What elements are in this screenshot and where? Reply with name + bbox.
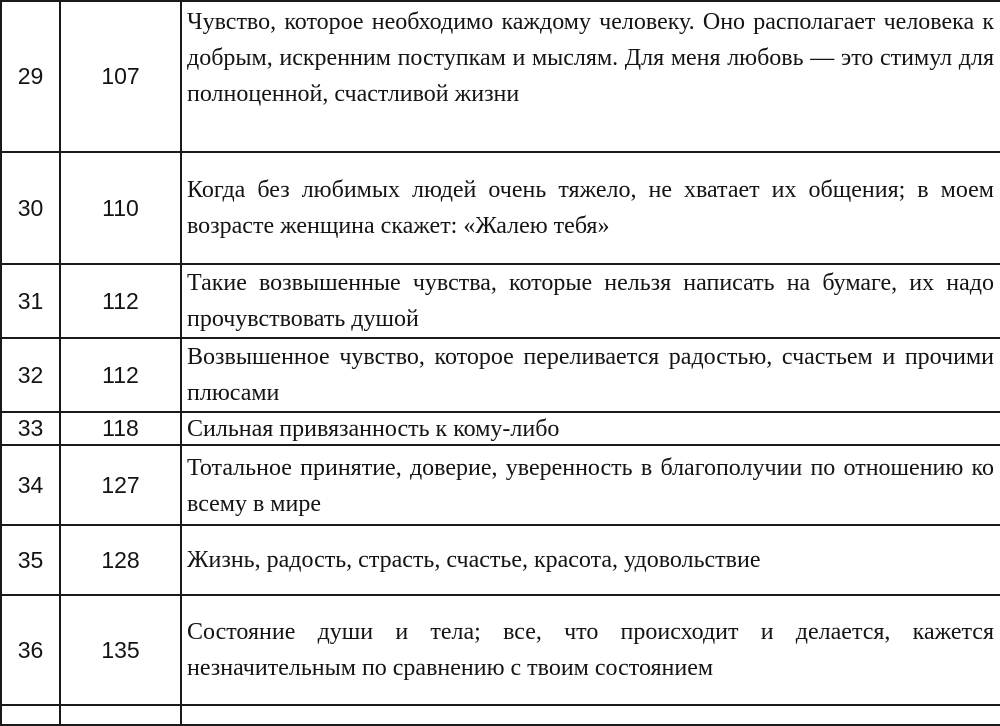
row-answer (181, 525, 1000, 595)
row-count: 118 (60, 412, 181, 445)
empty-cell (1, 705, 60, 725)
row-answer (181, 445, 1000, 525)
table-row (1, 445, 1000, 525)
row-answer (181, 152, 1000, 264)
row-answer (181, 338, 1000, 412)
answer-text: Возвышенное чувство, которое переливается радостью, счастьем и прочими плюсами (187, 344, 994, 406)
empty-cell (60, 705, 181, 725)
row-number: 30 (1, 152, 60, 264)
answer-text: Когда без любимых людей очень тяжело, не хватает их общения; в моем возрасте женщина скажет: «Жалею тебя» (187, 177, 994, 239)
row-number: 36 (1, 595, 60, 705)
answer-text: Жизнь, радость, страсть, счастье, красота, удовольствие (187, 547, 761, 573)
table-row (1, 264, 1000, 338)
row-count: 128 (60, 525, 181, 595)
answer-text: Такие возвышенные чувства, которые нельзя написать на бумаге, их надо прочувствовать душой (187, 270, 994, 332)
answer-text: Тотальное принятие, доверие, уверенность в благополучии по отношению ко всему в мире (187, 455, 994, 517)
row-answer (181, 412, 1000, 445)
table-row (1, 412, 1000, 445)
table-row (1, 338, 1000, 412)
row-number: 33 (1, 412, 60, 445)
table-row-partial (1, 705, 1000, 725)
table-row (1, 1, 1000, 152)
row-count: 110 (60, 152, 181, 264)
table-row (1, 595, 1000, 705)
row-number: 32 (1, 338, 60, 412)
row-number: 29 (1, 1, 60, 152)
answer-text: Сильная привязанность к кому-либо (187, 415, 560, 442)
answer-text: Чувство, которое необходимо каждому человеку. Оно располагает человека к добрым, искренним поступкам и мыслям. Для меня любовь — это стимул для полноценной, счастливой жизни (187, 9, 994, 107)
row-number: 31 (1, 264, 60, 338)
row-count: 112 (60, 338, 181, 412)
row-number: 35 (1, 525, 60, 595)
row-count: 112 (60, 264, 181, 338)
row-count: 127 (60, 445, 181, 525)
row-answer (181, 1, 1000, 152)
row-number: 34 (1, 445, 60, 525)
answer-text: Состояние души и тела; все, что происходит и делается, кажется незначительным по сравнению с твоим состоянием (187, 619, 994, 681)
row-count: 107 (60, 1, 181, 152)
table-row (1, 525, 1000, 595)
empty-cell (181, 705, 1000, 725)
row-count: 135 (60, 595, 181, 705)
row-answer (181, 595, 1000, 705)
table-row (1, 152, 1000, 264)
row-answer (181, 264, 1000, 338)
